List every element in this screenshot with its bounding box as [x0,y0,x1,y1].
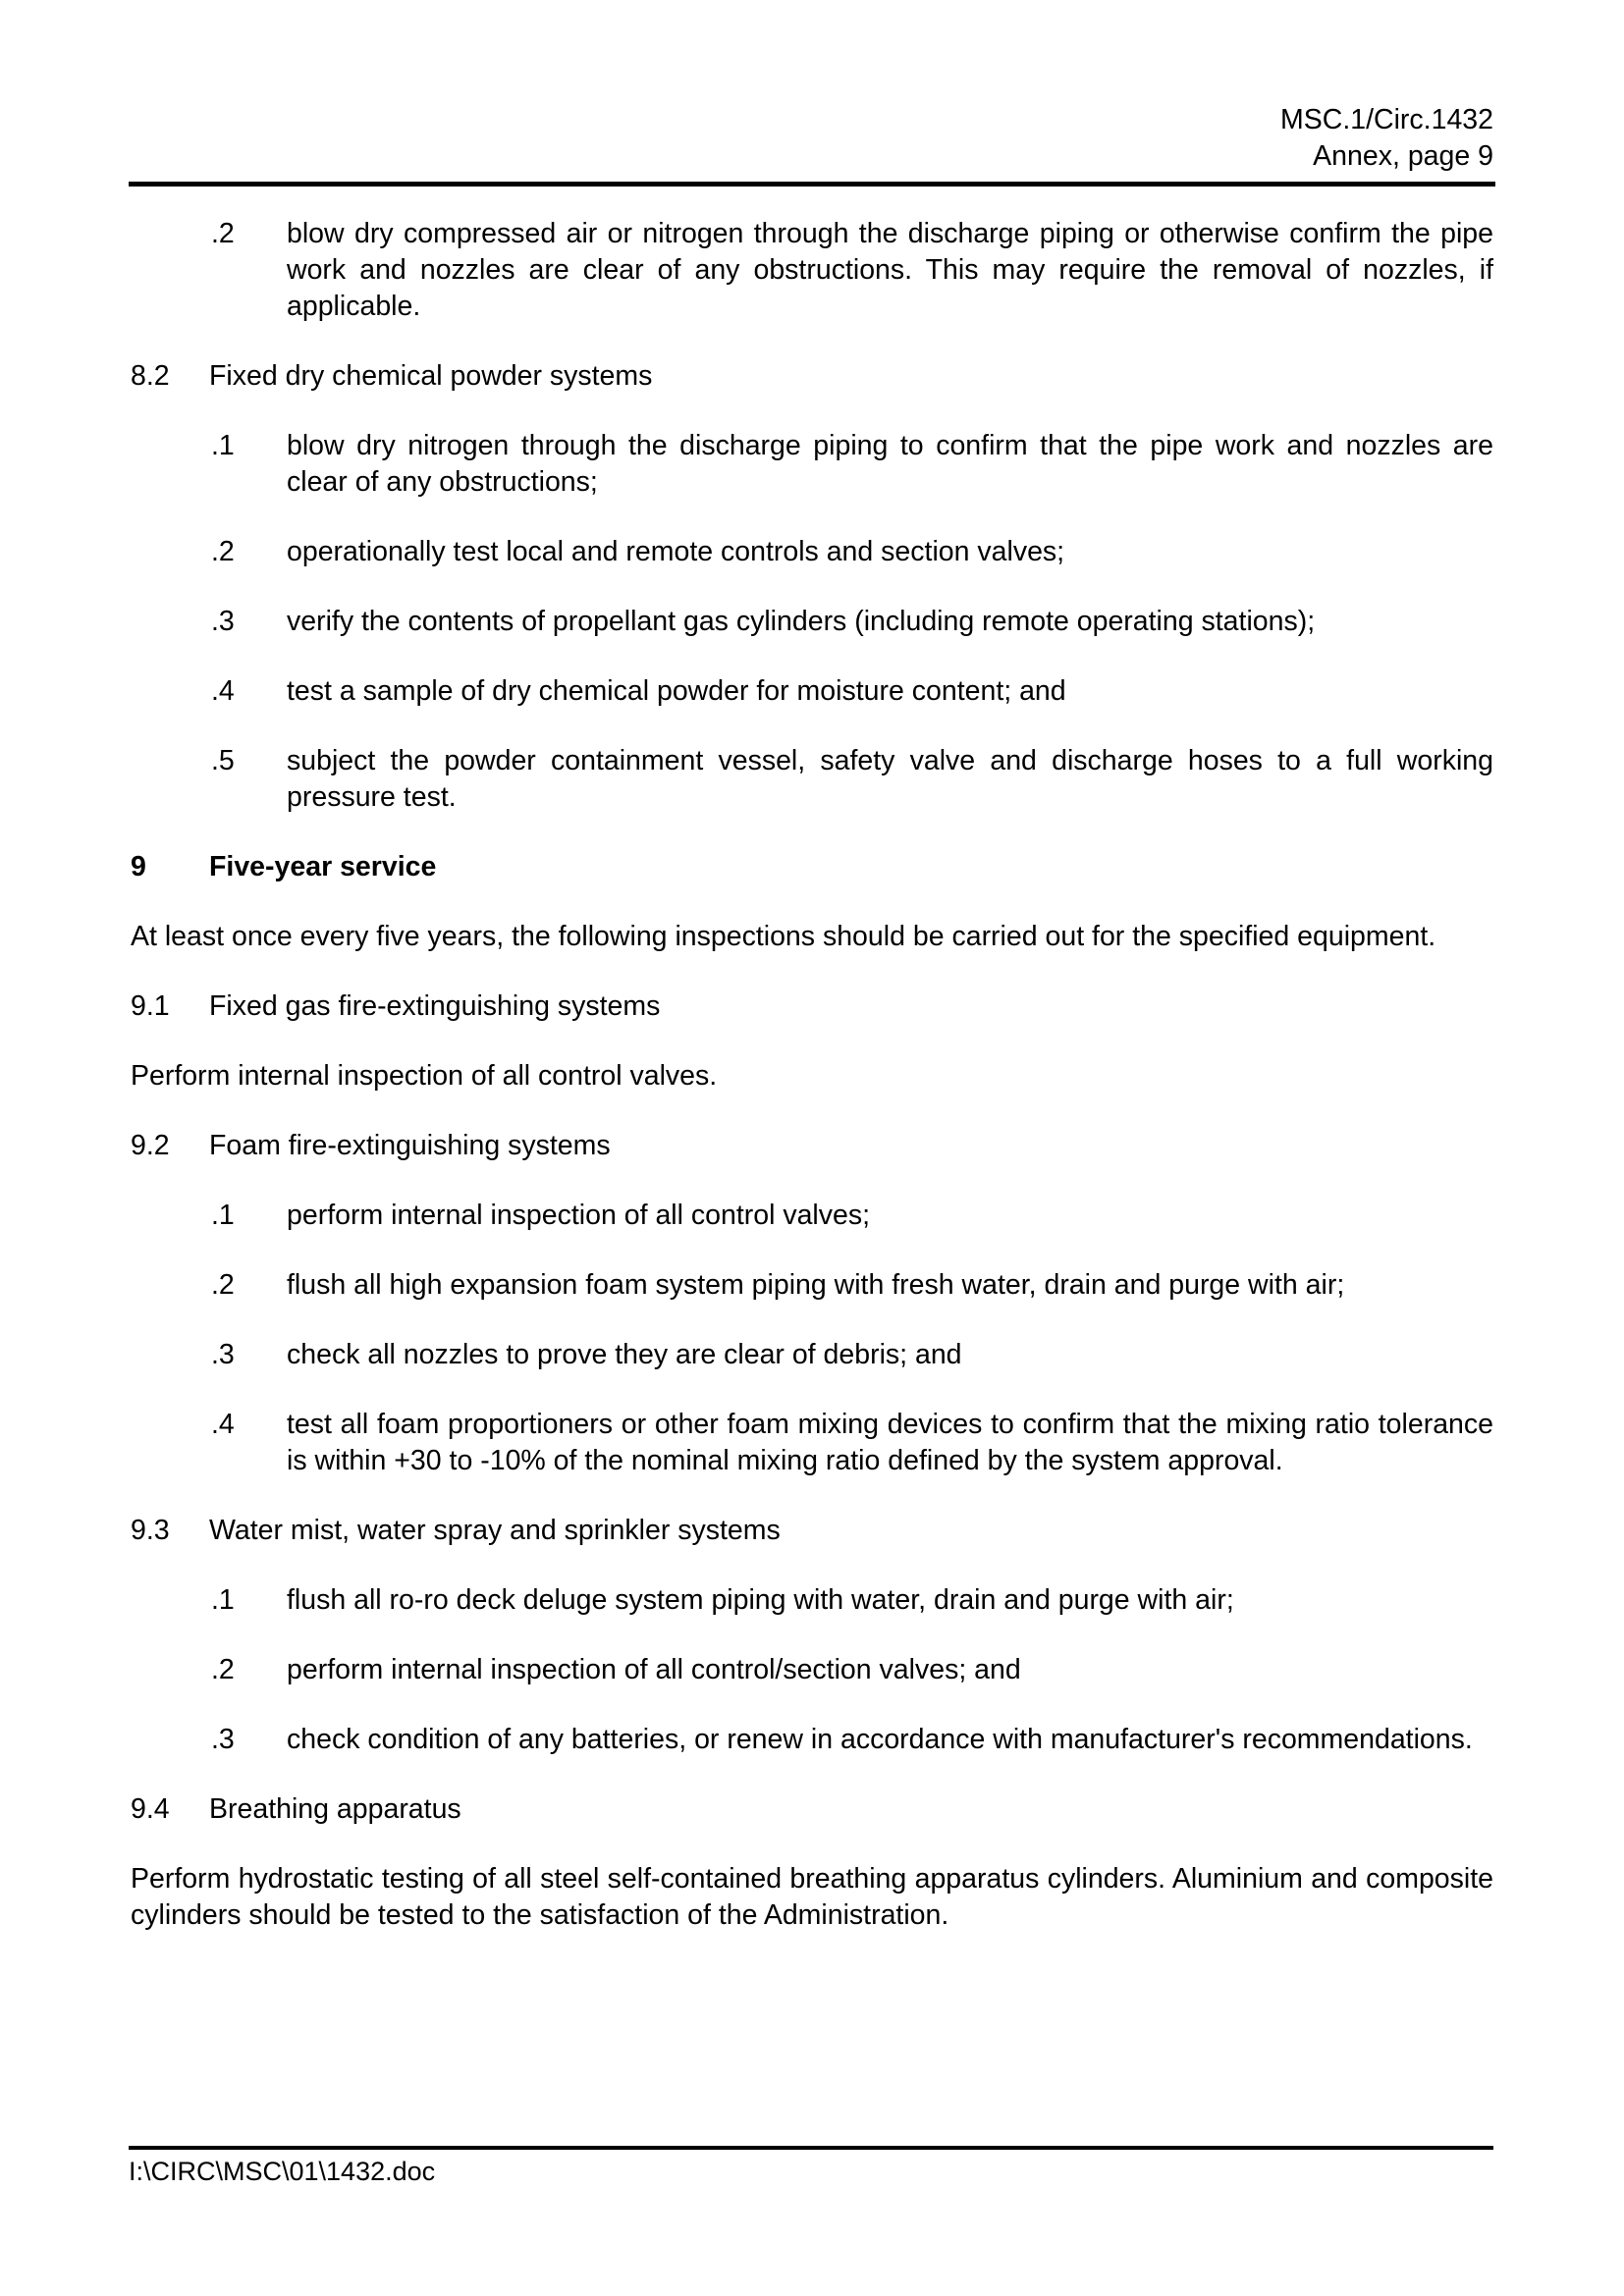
paragraph: At least once every five years, the following inspections should be carried out for the specified equipment. [131,921,1436,952]
section-title: Water mist, water spray and sprinkler systems [209,1515,781,1546]
section-title: Foam fire-extinguishing systems [209,1130,611,1161]
item-text: blow dry nitrogen through the discharge piping to confirm that the pipe work and nozzles are clear of any obstructions; [287,430,1493,498]
item-number: .2 [211,218,235,249]
item-number: .4 [211,1409,235,1440]
list-item [131,428,1493,501]
list-item [131,604,1493,640]
list-item [131,1267,1493,1304]
section-number: 9.4 [131,1793,170,1825]
item-text: check condition of any batteries, or renew in accordance with manufacturer's recommendations. [287,1724,1473,1755]
item-text: test all foam proportioners or other foam mixing devices to confirm that the mixing ratio tolerance is within +30 to -10% of the nominal mixing ratio defined by the system approval. [287,1409,1493,1476]
item-text: flush all ro-ro deck deluge system piping with water, drain and purge with air; [287,1584,1234,1616]
section-heading [131,1791,1493,1828]
section-number: 9 [131,851,146,882]
section-number: 9.3 [131,1515,170,1546]
item-number: .5 [211,745,235,776]
item-text: perform internal inspection of all control valves; [287,1200,871,1231]
section-title: Five-year service [209,851,437,882]
section-heading [131,1513,1493,1549]
item-number: .3 [211,606,235,637]
item-number: .1 [211,1584,235,1616]
item-text: perform internal inspection of all control/section valves; and [287,1654,1021,1685]
item-number: .2 [211,536,235,567]
item-number: .3 [211,1724,235,1755]
header-doc-reference: MSC.1/Circ.1432 [1280,104,1493,135]
list-item [131,1198,1493,1234]
footer-file-path: I:\CIRC\MSC\01\1432.doc [129,2157,436,2186]
item-text: verify the contents of propellant gas cylinders (including remote operating stations); [287,606,1316,637]
section-title: Fixed dry chemical powder systems [209,360,653,392]
item-number: .4 [211,675,235,707]
list-item [131,534,1493,570]
item-number: .3 [211,1339,235,1370]
paragraph: Perform hydrostatic testing of all steel self-contained breathing apparatus cylinders. Aluminium and composite cylinders should be tested to the satisfaction of the Administration. [131,1863,1493,1931]
header-rule [129,182,1495,187]
list-item [131,1722,1493,1758]
section-title: Fixed gas fire-extinguishing systems [209,990,661,1022]
item-text: blow dry compressed air or nitrogen through the discharge piping or otherwise confirm the pipe work and nozzles are clear of any obstructions. This may require the removal of nozzles, if applicable. [287,218,1493,322]
page-footer [129,2146,1493,2188]
list-item [131,1582,1493,1619]
item-text: test a sample of dry chemical powder for moisture content; and [287,675,1066,707]
item-number: .1 [211,1200,235,1231]
list-item [131,216,1493,325]
section-number: 9.2 [131,1130,170,1161]
page-header [0,0,1624,175]
section-heading [131,849,1493,885]
paragraph: Perform internal inspection of all control valves. [131,1060,718,1092]
section-number: 8.2 [131,360,170,392]
document-body [131,216,1493,1934]
item-number: .1 [211,430,235,461]
section-heading [131,1128,1493,1164]
item-number: .2 [211,1654,235,1685]
list-item [131,1337,1493,1373]
item-text: operationally test local and remote controls and section valves; [287,536,1065,567]
section-heading [131,358,1493,395]
item-text: check all nozzles to prove they are clear of debris; and [287,1339,962,1370]
list-item [131,673,1493,710]
header-page-reference: Annex, page 9 [1313,140,1493,172]
section-heading [131,988,1493,1025]
section-title: Breathing apparatus [209,1793,461,1825]
section-number: 9.1 [131,990,170,1022]
list-item [131,743,1493,816]
item-text: flush all high expansion foam system piping with fresh water, drain and purge with air; [287,1269,1345,1301]
list-item [131,1407,1493,1479]
list-item [131,1652,1493,1688]
item-number: .2 [211,1269,235,1301]
item-text: subject the powder containment vessel, safety valve and discharge hoses to a full working pressure test. [287,745,1493,813]
